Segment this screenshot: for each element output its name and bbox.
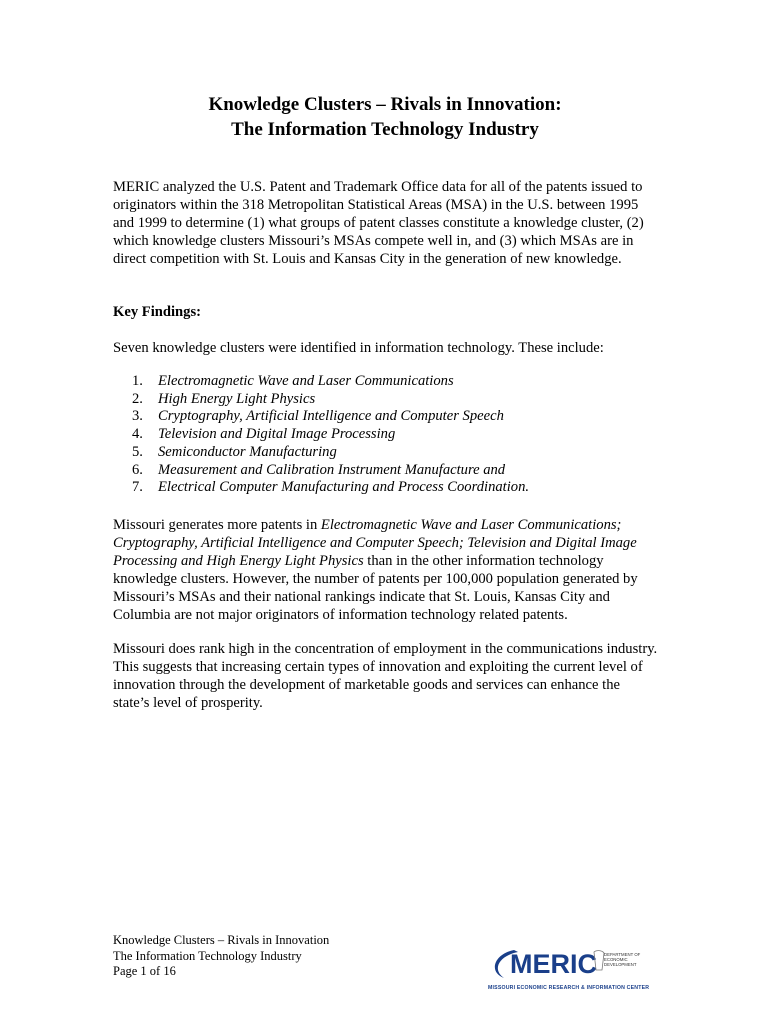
- title-line-1: Knowledge Clusters – Rivals in Innovation:: [208, 94, 562, 115]
- department-label: [604, 952, 640, 967]
- list-number: 6.: [132, 461, 143, 478]
- list-label: Measurement and Calibration Instrument Manufacture and: [158, 461, 506, 478]
- list-label: High Energy Light Physics: [158, 390, 316, 407]
- list-item: [132, 391, 529, 409]
- list-number: 5.: [132, 443, 143, 460]
- footer-title-line-1: Knowledge Clusters – Rivals in Innovation: [113, 933, 330, 947]
- list-item: [132, 444, 529, 462]
- list-item: [132, 426, 529, 444]
- title-line-2: The Information Technology Industry: [231, 119, 539, 140]
- page-footer: [113, 933, 329, 980]
- list-item: [132, 408, 529, 426]
- list-item: [132, 479, 529, 497]
- list-number: 4.: [132, 426, 143, 443]
- list-item: [132, 462, 529, 480]
- para3-end: than in the other information technology knowledge clusters. However, the number of patents per 100,000 population generated by Missouri’s MSAs and their national rankings indicate that St. Louis, Kansas City and Columbia are not major originators of information technology related patents.: [113, 553, 638, 623]
- dept-line-1: DEPARTMENT OF: [604, 952, 641, 957]
- page-number: Page 1 of 16: [113, 964, 176, 978]
- list-item: [132, 373, 529, 391]
- missouri-patents-paragraph: [113, 516, 658, 624]
- clusters-intro: Seven knowledge clusters were identified in information technology. These include:: [113, 340, 604, 356]
- key-findings-heading: Key Findings:: [113, 304, 201, 320]
- para3-italic: Electromagnetic Wave and Laser Communications; Cryptography, Artificial Intelligence and Computer Speech; Television and Digital Image Processing and High Energy Light Physics: [113, 517, 637, 569]
- list-label: Electromagnetic Wave and Laser Communications: [158, 373, 454, 389]
- list-number: 3.: [132, 408, 143, 425]
- logo-wordmark: MERIC: [510, 949, 597, 979]
- para3-start: Missouri generates more patents in: [113, 517, 321, 533]
- employment-paragraph: Missouri does rank high in the concentration of employment in the communications industry. This suggests that increasing certain types of innovation and exploiting the current level of innovation through the development of marketable goods and services can enhance the state’s level of prosperity.: [113, 641, 658, 711]
- document-title: [0, 92, 770, 142]
- footer-title-line-2: The Information Technology Industry: [113, 948, 302, 963]
- list-number: 2.: [132, 390, 143, 407]
- list-number: 7.: [132, 479, 143, 496]
- logo-tagline: MISSOURI ECONOMIC RESEARCH & INFORMATION CENTER: [488, 985, 650, 991]
- list-label: Television and Digital Image Processing: [158, 426, 396, 443]
- dept-line-3: DEVELOPMENT: [604, 962, 637, 967]
- list-label: Cryptography, Artificial Intelligence and Computer Speech: [158, 408, 504, 425]
- list-label: Semiconductor Manufacturing: [158, 443, 337, 460]
- clusters-list: [132, 373, 529, 497]
- dept-line-2: ECONOMIC: [604, 957, 628, 962]
- list-label: Electrical Computer Manufacturing and Process Coordination.: [158, 479, 530, 496]
- intro-paragraph: MERIC analyzed the U.S. Patent and Trademark Office data for all of the patents issued to originators within the 318 Metropolitan Statistical Areas (MSA) in the U.S. between 1995 and 1999 to determine (1) what groups of patent classes constitute a knowledge cluster, (2) which knowledge clusters Missouri’s MSAs compete well in, and (3) which MSAs are in direct competition with St. Louis and Kansas City in the generation of new knowledge.: [113, 179, 644, 267]
- list-number: 1.: [132, 373, 143, 389]
